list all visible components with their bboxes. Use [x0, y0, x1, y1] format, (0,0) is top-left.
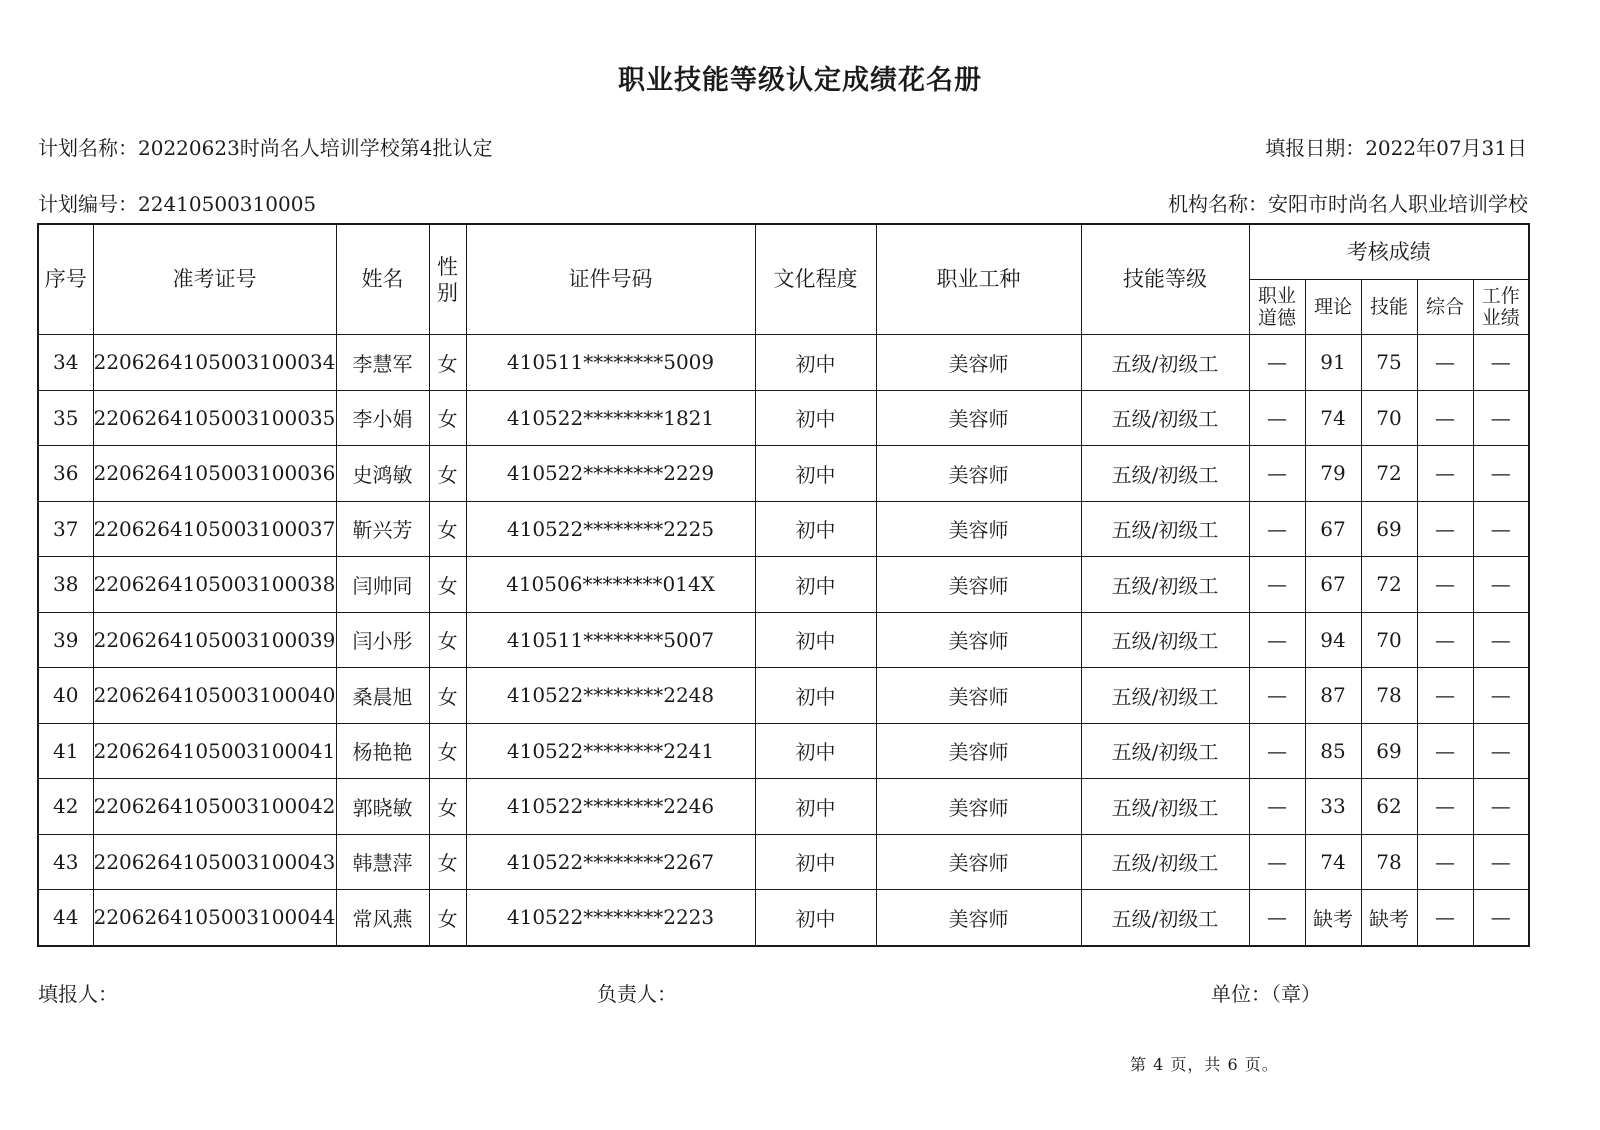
cell-ticket: 2206264105003100036 — [93, 446, 336, 502]
cell-gender: 女 — [429, 446, 466, 502]
cell-education: 初中 — [755, 557, 876, 613]
cell-work: — — [1473, 890, 1529, 946]
cell-occupation: 美容师 — [876, 335, 1081, 391]
cell-skill-level: 五级/初级工 — [1081, 557, 1249, 613]
cell-occupation: 美容师 — [876, 612, 1081, 668]
cell-education: 初中 — [755, 834, 876, 890]
cell-skill: 69 — [1361, 723, 1417, 779]
cell-occupation: 美容师 — [876, 557, 1081, 613]
cell-occupation: 美容师 — [876, 723, 1081, 779]
cell-gender: 女 — [429, 890, 466, 946]
cell-work: — — [1473, 446, 1529, 502]
cell-overall: — — [1417, 390, 1473, 446]
cell-skill-level: 五级/初级工 — [1081, 335, 1249, 391]
cell-seq: 37 — [38, 501, 93, 557]
cell-overall: — — [1417, 779, 1473, 835]
responsible-label: 负责人： — [597, 982, 677, 1006]
cell-skill: 69 — [1361, 501, 1417, 557]
cell-seq: 40 — [38, 668, 93, 724]
cell-name: 常风燕 — [336, 890, 429, 946]
cell-ethics: — — [1249, 557, 1305, 613]
plan-name: 计划名称：20220623时尚名人培训学校第4批认定 — [38, 136, 493, 160]
cell-overall: — — [1417, 446, 1473, 502]
cell-seq: 39 — [38, 612, 93, 668]
cell-gender: 女 — [429, 335, 466, 391]
cell-ticket: 2206264105003100042 — [93, 779, 336, 835]
cell-gender: 女 — [429, 390, 466, 446]
cell-theory: 74 — [1305, 390, 1361, 446]
cell-education: 初中 — [755, 612, 876, 668]
cell-ticket: 2206264105003100038 — [93, 557, 336, 613]
cell-occupation: 美容师 — [876, 779, 1081, 835]
cell-ticket: 2206264105003100044 — [93, 890, 336, 946]
cell-id-number: 410522********2246 — [466, 779, 755, 835]
cell-id-number: 410506********014X — [466, 557, 755, 613]
cell-ticket: 2206264105003100039 — [93, 612, 336, 668]
header-theory: 理论 — [1305, 280, 1361, 335]
cell-overall: — — [1417, 890, 1473, 946]
header-skill: 技能 — [1361, 280, 1417, 335]
cell-name: 郭晓敏 — [336, 779, 429, 835]
cell-skill: 70 — [1361, 612, 1417, 668]
cell-overall: — — [1417, 557, 1473, 613]
cell-seq: 43 — [38, 834, 93, 890]
cell-ethics: — — [1249, 779, 1305, 835]
cell-work: — — [1473, 501, 1529, 557]
cell-skill-level: 五级/初级工 — [1081, 501, 1249, 557]
cell-skill: 70 — [1361, 390, 1417, 446]
cell-education: 初中 — [755, 779, 876, 835]
cell-gender: 女 — [429, 668, 466, 724]
cell-ticket: 2206264105003100040 — [93, 668, 336, 724]
cell-id-number: 410522********2267 — [466, 834, 755, 890]
cell-name: 韩慧萍 — [336, 834, 429, 890]
cell-occupation: 美容师 — [876, 446, 1081, 502]
cell-theory: 74 — [1305, 834, 1361, 890]
cell-gender: 女 — [429, 501, 466, 557]
cell-id-number: 410522********2229 — [466, 446, 755, 502]
cell-seq: 34 — [38, 335, 93, 391]
cell-skill: 缺考 — [1361, 890, 1417, 946]
cell-skill: 72 — [1361, 446, 1417, 502]
header-seq: 序号 — [38, 224, 93, 335]
cell-ethics: — — [1249, 668, 1305, 724]
cell-theory: 94 — [1305, 612, 1361, 668]
cell-education: 初中 — [755, 335, 876, 391]
cell-name: 靳兴芳 — [336, 501, 429, 557]
report-date: 填报日期：2022年07月31日 — [1265, 136, 1527, 160]
table-row — [38, 335, 1529, 391]
cell-ticket: 2206264105003100041 — [93, 723, 336, 779]
cell-occupation: 美容师 — [876, 501, 1081, 557]
cell-gender: 女 — [429, 779, 466, 835]
header-occupation: 职业工种 — [876, 224, 1081, 335]
cell-seq: 41 — [38, 723, 93, 779]
cell-work: — — [1473, 779, 1529, 835]
cell-overall: — — [1417, 834, 1473, 890]
cell-education: 初中 — [755, 723, 876, 779]
cell-theory: 缺考 — [1305, 890, 1361, 946]
cell-work: — — [1473, 834, 1529, 890]
table-row — [38, 446, 1529, 502]
cell-ticket: 2206264105003100034 — [93, 335, 336, 391]
cell-ethics: — — [1249, 446, 1305, 502]
cell-education: 初中 — [755, 446, 876, 502]
header-skill-level: 技能等级 — [1081, 224, 1249, 335]
cell-ethics: — — [1249, 890, 1305, 946]
table-header-row — [38, 224, 1529, 280]
header-scores: 考核成绩 — [1249, 224, 1529, 280]
cell-education: 初中 — [755, 668, 876, 724]
table-row — [38, 779, 1529, 835]
cell-id-number: 410511********5009 — [466, 335, 755, 391]
cell-occupation: 美容师 — [876, 668, 1081, 724]
table-row — [38, 501, 1529, 557]
cell-occupation: 美容师 — [876, 834, 1081, 890]
cell-name: 闫小彤 — [336, 612, 429, 668]
cell-theory: 85 — [1305, 723, 1361, 779]
cell-skill-level: 五级/初级工 — [1081, 668, 1249, 724]
cell-theory: 79 — [1305, 446, 1361, 502]
cell-id-number: 410511********5007 — [466, 612, 755, 668]
cell-overall: — — [1417, 335, 1473, 391]
cell-gender: 女 — [429, 557, 466, 613]
cell-occupation: 美容师 — [876, 390, 1081, 446]
cell-name: 李小娟 — [336, 390, 429, 446]
cell-skill: 78 — [1361, 834, 1417, 890]
cell-name: 史鸿敏 — [336, 446, 429, 502]
cell-id-number: 410522********2241 — [466, 723, 755, 779]
table-row — [38, 834, 1529, 890]
cell-skill-level: 五级/初级工 — [1081, 723, 1249, 779]
cell-id-number: 410522********2223 — [466, 890, 755, 946]
cell-seq: 35 — [38, 390, 93, 446]
table-row — [38, 723, 1529, 779]
cell-ticket: 2206264105003100043 — [93, 834, 336, 890]
cell-overall: — — [1417, 723, 1473, 779]
cell-seq: 44 — [38, 890, 93, 946]
table-row — [38, 612, 1529, 668]
cell-overall: — — [1417, 668, 1473, 724]
cell-skill-level: 五级/初级工 — [1081, 612, 1249, 668]
cell-ethics: — — [1249, 612, 1305, 668]
cell-name: 桑晨旭 — [336, 668, 429, 724]
cell-id-number: 410522********2248 — [466, 668, 755, 724]
cell-ethics: — — [1249, 335, 1305, 391]
cell-ethics: — — [1249, 501, 1305, 557]
cell-education: 初中 — [755, 501, 876, 557]
table-row — [38, 890, 1529, 946]
cell-skill: 72 — [1361, 557, 1417, 613]
cell-theory: 87 — [1305, 668, 1361, 724]
header-id-number: 证件号码 — [466, 224, 755, 335]
table-row — [38, 390, 1529, 446]
header-overall: 综合 — [1417, 280, 1473, 335]
cell-theory: 67 — [1305, 501, 1361, 557]
cell-gender: 女 — [429, 612, 466, 668]
cell-theory: 33 — [1305, 779, 1361, 835]
cell-overall: — — [1417, 612, 1473, 668]
cell-work: — — [1473, 557, 1529, 613]
cell-ticket: 2206264105003100037 — [93, 501, 336, 557]
plan-number: 计划编号：22410500310005 — [38, 192, 317, 216]
cell-skill-level: 五级/初级工 — [1081, 890, 1249, 946]
table-row — [38, 668, 1529, 724]
cell-ethics: — — [1249, 723, 1305, 779]
cell-overall: — — [1417, 501, 1473, 557]
cell-name: 闫帅同 — [336, 557, 429, 613]
cell-skill: 62 — [1361, 779, 1417, 835]
filler-label: 填报人： — [38, 982, 118, 1006]
cell-seq: 36 — [38, 446, 93, 502]
cell-work: — — [1473, 723, 1529, 779]
cell-skill-level: 五级/初级工 — [1081, 834, 1249, 890]
cell-gender: 女 — [429, 834, 466, 890]
cell-skill: 75 — [1361, 335, 1417, 391]
cell-id-number: 410522********1821 — [466, 390, 755, 446]
score-roster-table — [37, 223, 1530, 947]
cell-seq: 42 — [38, 779, 93, 835]
cell-skill: 78 — [1361, 668, 1417, 724]
header-work: 工作业绩 — [1473, 280, 1529, 335]
cell-work: — — [1473, 390, 1529, 446]
cell-skill-level: 五级/初级工 — [1081, 446, 1249, 502]
cell-ethics: — — [1249, 390, 1305, 446]
cell-education: 初中 — [755, 890, 876, 946]
table-row — [38, 557, 1529, 613]
cell-id-number: 410522********2225 — [466, 501, 755, 557]
cell-work: — — [1473, 668, 1529, 724]
cell-education: 初中 — [755, 390, 876, 446]
cell-skill-level: 五级/初级工 — [1081, 779, 1249, 835]
header-education: 文化程度 — [755, 224, 876, 335]
cell-ethics: — — [1249, 834, 1305, 890]
cell-theory: 91 — [1305, 335, 1361, 391]
header-gender: 性别 — [429, 224, 466, 335]
page-number: 第 4 页，共 6 页。 — [1130, 1055, 1279, 1074]
document-title: 职业技能等级认定成绩花名册 — [618, 65, 982, 96]
cell-seq: 38 — [38, 557, 93, 613]
header-ethics: 职业道德 — [1249, 280, 1305, 335]
cell-skill-level: 五级/初级工 — [1081, 390, 1249, 446]
header-name: 姓名 — [336, 224, 429, 335]
cell-name: 李慧军 — [336, 335, 429, 391]
cell-gender: 女 — [429, 723, 466, 779]
cell-name: 杨艳艳 — [336, 723, 429, 779]
cell-ticket: 2206264105003100035 — [93, 390, 336, 446]
institution-name: 机构名称：安阳市时尚名人职业培训学校 — [1168, 192, 1528, 216]
cell-work: — — [1473, 612, 1529, 668]
cell-work: — — [1473, 335, 1529, 391]
table-body — [38, 335, 1529, 946]
cell-theory: 67 — [1305, 557, 1361, 613]
cell-occupation: 美容师 — [876, 890, 1081, 946]
unit-seal-label: 单位：（章） — [1211, 982, 1321, 1006]
header-ticket: 准考证号 — [93, 224, 336, 335]
